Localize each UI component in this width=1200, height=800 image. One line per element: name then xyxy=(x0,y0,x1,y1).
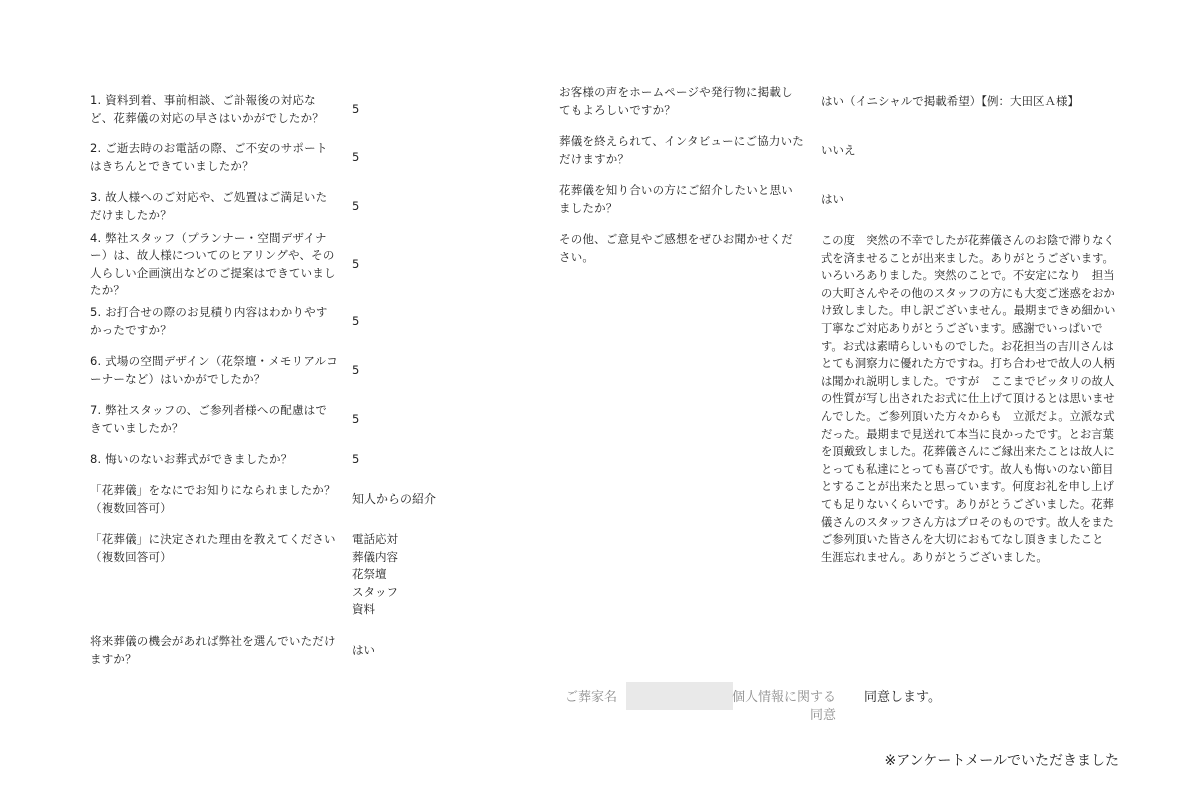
answer-item: 電話応対 xyxy=(352,532,398,546)
question-text: 花葬儀を知り合いの方にご紹介したいと思いましたか？ xyxy=(559,183,793,215)
answer-text: 5 xyxy=(352,101,360,116)
survey-item-future xyxy=(90,633,375,668)
survey-item-3 xyxy=(90,189,360,224)
answer-text: 知人からの紹介 xyxy=(352,491,437,506)
answer-item: 葬儀内容 xyxy=(352,549,398,564)
answer-text: はい xyxy=(821,191,844,206)
survey-item-2 xyxy=(90,140,360,175)
survey-item-referral xyxy=(559,182,844,217)
question-text: 4. 弊社スタッフ（プランナー・空間デザイナー）は、故人様についてのヒアリングや、その人らしい企画演出などのご提案はできていましたか？ xyxy=(90,230,336,297)
survey-item-5 xyxy=(90,304,360,339)
question-text: 2. ご逝去時のお電話の際、ご不安のサポートはきちんとできていましたか？ xyxy=(90,141,328,173)
survey-item-comments xyxy=(559,231,1116,564)
survey-item-7 xyxy=(90,402,360,437)
answer-text: 5 xyxy=(352,313,360,328)
survey-item-4 xyxy=(90,230,360,297)
answer-text: 5 xyxy=(352,452,360,467)
answer-item: 資料 xyxy=(352,602,375,616)
privacy-consent-label-2: 同意 xyxy=(810,708,837,723)
question-text: お客様の声をホームページや発行物に掲載してもよろしいですか？ xyxy=(559,85,793,117)
answer-item: スタッフ xyxy=(352,584,398,599)
question-text: その他、ご意見やご感想をぜひお聞かせください。 xyxy=(559,232,793,264)
question-text: 3. 故人様へのご対応や、ご処置はご満足いただけましたか？ xyxy=(90,190,328,222)
survey-item-8 xyxy=(90,451,360,469)
question-text: 葬儀を終えられて、インタビューにご協力いただけますか？ xyxy=(559,134,805,166)
answer-text: 5 xyxy=(352,411,360,426)
answer-item: 花祭壇 xyxy=(352,567,387,581)
privacy-consent-label: 個人情報に関する xyxy=(732,690,837,705)
answer-text: 5 xyxy=(352,256,360,271)
survey-item-interview xyxy=(559,133,856,168)
answer-text: はい xyxy=(352,642,375,657)
privacy-consent-value: 同意します。 xyxy=(864,690,941,705)
consent-row xyxy=(565,682,985,722)
survey-item-reason xyxy=(90,531,398,621)
question-text: 6. 式場の空間デザイン（花祭壇・メモリアルコーナーなど）はいかがでしたか？ xyxy=(90,354,338,386)
answer-text: はい（イニシャルで掲載希望）【例：大田区Ａ様】 xyxy=(821,93,1080,108)
question-text: 5. お打合せの際のお見積り内容はわかりやすかったですか？ xyxy=(90,305,328,337)
survey-item-6 xyxy=(90,353,360,388)
comment-text: この度 突然の不幸でしたが花葬儀さんのお陰で滞りなく式を済ませることが出来ました。ありがとうございます。いろいろありました。突然のことで。不安定になり 担当の大町さんやその他のスタッフの方にも大変ご迷惑をおかけ致しました。申し訳ございません。最期まできめ細かい丁寧なご対応ありがとうございます。感謝でいっぱいです。お式は素晴らしいものでした。お花担当の吉川さんはとても洞察力に優れた方ですね。打ち合わせで故人の人柄は聞かれ説明しました。ですが ここまでピッタリの故人の性質が写し出されたお式に仕上げて頂けるとは思いませんでした。ご参列頂いた方々からも 立派だよ。立派な式だった。最期まで見送れて本当に良かったです。とお言葉を頂戴致しました。花葬儀さんにご縁出来たことは故人にとっても私達にとっても喜びです。故人も悔いのない節目とすることが出来たと思っています。何度お礼を申し上げても足りないくらいです。ありがとうございました。花葬儀さんのスタッフさん方はプロそのものです。故人をまたご参列頂いた皆さんを大切におもてなし頂きましたこと 生涯忘れません。ありがとうございました。 xyxy=(821,234,1116,564)
answer-text: 5 xyxy=(352,149,360,164)
answer-text: 5 xyxy=(352,362,360,377)
question-text: 「花葬儀」に決定された理由を教えてください（複数回答可） xyxy=(90,532,336,564)
family-name-label: ご葬家名 xyxy=(565,690,618,705)
survey-item-1 xyxy=(90,92,360,127)
family-name-field[interactable] xyxy=(626,682,733,710)
question-text: 将来葬儀の機会があれば弊社を選んでいただけますか？ xyxy=(90,634,336,666)
question-text: 7. 弊社スタッフの、ご参列者様への配慮はできていましたか？ xyxy=(90,403,328,435)
answer-text: いいえ xyxy=(821,142,856,157)
answer-text: 5 xyxy=(352,198,360,213)
question-text: 「花葬儀」をなにでお知りになられましたか？（複数回答可） xyxy=(90,483,336,515)
footer-note: ※アンケートメールでいただきました xyxy=(884,753,1119,769)
survey-item-source xyxy=(90,482,437,517)
answer-list xyxy=(352,531,452,619)
question-text: 1. 資料到着、事前相談、ご訃報後の対応など、花葬儀の対応の早さはいかがでしたか？ xyxy=(90,93,324,125)
survey-item-publish xyxy=(559,84,1080,119)
question-text: 8. 悔いのないお葬式ができましたか？ xyxy=(90,452,293,467)
